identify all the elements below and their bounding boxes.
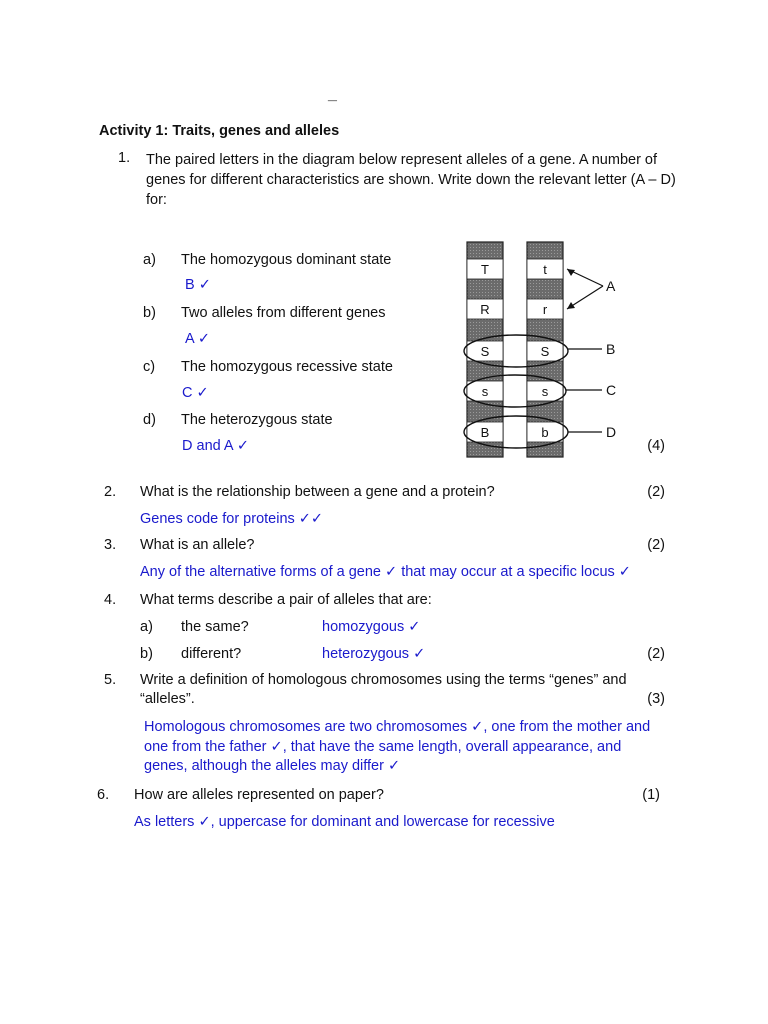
allele-left-4: s: [481, 384, 489, 399]
q4-marks: (2): [647, 646, 665, 662]
q1a-text: The homozygous dominant state: [181, 252, 392, 268]
allele-right-2: r: [542, 302, 548, 317]
allele-left-1: T: [481, 262, 489, 277]
q3-number: 3.: [104, 537, 117, 553]
q2-marks: (2): [647, 484, 665, 500]
q1-number: 1.: [118, 150, 131, 166]
q3-text: What is an allele?: [140, 537, 255, 553]
q1d-text: The heterozygous state: [181, 412, 333, 428]
q2-answer: Genes code for proteins ✓✓: [140, 511, 324, 527]
q1d-label: d): [143, 412, 156, 428]
label-C: C: [606, 382, 617, 398]
q2-number: 2.: [104, 484, 117, 500]
q1-marks: (4): [647, 438, 665, 454]
q4b-answer: heterozygous ✓: [322, 646, 426, 662]
q4a-text: the same?: [181, 619, 249, 635]
q1-text: The paired letters in the diagram below represent alleles of a gene. A number of genes for different characteristics are shown. Write down the relevant letter (A – D) for:: [146, 152, 676, 208]
allele-left-3: S: [480, 344, 490, 359]
q1c-text: The homozygous recessive state: [181, 359, 393, 375]
q1a-answer: B ✓: [185, 277, 211, 293]
chromosome-diagram: [440, 235, 650, 465]
q1b-text: Two alleles from different genes: [181, 305, 386, 321]
q4a-answer: homozygous ✓: [322, 619, 421, 635]
q5-number: 5.: [104, 672, 117, 688]
q4a-label: a): [140, 619, 153, 635]
allele-left-5: B: [480, 425, 490, 440]
q6-number: 6.: [97, 787, 110, 803]
q6-answer: As letters ✓, uppercase for dominant and lowercase for recessive: [134, 814, 555, 830]
q1b-answer: A ✓: [185, 331, 211, 347]
activity-title: Activity 1: Traits, genes and alleles: [99, 123, 340, 139]
allele-right-1: t: [543, 262, 547, 277]
allele-left-2: R: [480, 302, 490, 317]
q1c-label: c): [143, 359, 156, 375]
allele-right-4: s: [541, 384, 549, 399]
q4-text: What terms describe a pair of alleles that are:: [140, 592, 432, 608]
q3-answer: Any of the alternative forms of a gene ✓ that may occur at a specific locus ✓: [140, 564, 631, 580]
q5-marks: (3): [647, 691, 665, 707]
allele-right-3: S: [540, 344, 550, 359]
q3-marks: (2): [647, 537, 665, 553]
q1b-label: b): [143, 305, 156, 321]
q5-text-line2: “alleles”.: [140, 691, 195, 707]
q6-marks: (1): [642, 787, 660, 803]
q4-number: 4.: [104, 592, 117, 608]
q6-text: How are alleles represented on paper?: [134, 787, 384, 803]
q5-text-line1: Write a definition of homologous chromosomes using the terms “genes” and: [140, 672, 627, 688]
header-dash: _: [328, 86, 337, 103]
q2-text: What is the relationship between a gene and a protein?: [140, 484, 495, 500]
q5-answer: Homologous chromosomes are two chromosomes ✓, one from the mother and one from the father ✓, that have the same length, overall appearance, and genes, although the alleles may differ ✓: [144, 719, 651, 774]
q1c-answer: C ✓: [182, 385, 209, 401]
q1d-answer: D and A ✓: [182, 438, 249, 454]
allele-right-5: b: [541, 425, 549, 440]
label-A: A: [606, 278, 616, 294]
q1a-label: a): [143, 252, 156, 268]
q4b-text: different?: [181, 646, 242, 662]
label-D: D: [606, 424, 617, 440]
label-B: B: [606, 341, 616, 357]
q4b-label: b): [140, 646, 153, 662]
